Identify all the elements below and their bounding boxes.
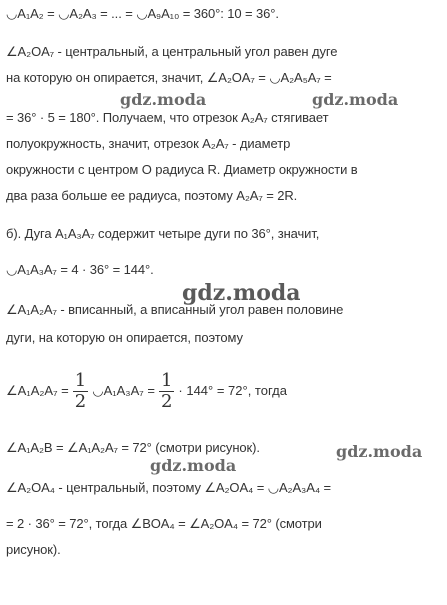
watermark: gdz.moda xyxy=(182,280,301,306)
text-line-5: полуокружность, значит, отрезок A₂A₇ - диаметр xyxy=(6,136,291,151)
text-line-13: ∠A₁A₂B = ∠A₁A₂A₇ = 72° (смотри рисунок). xyxy=(6,440,260,455)
text-line-3: на которую он опирается, значит, ∠A₂OA₇ = ◡A₂A₅A₇ = xyxy=(6,70,332,85)
text-line-11: дуги, на которую он опирается, поэтому xyxy=(6,330,243,345)
fraction-one-half xyxy=(73,371,88,412)
text-line-14: ∠A₂OA₄ - центральный, поэтому ∠A₂OA₄ = ◡A₂A₃A₄ = xyxy=(6,480,332,495)
fraction-one-half-second xyxy=(159,371,174,412)
watermark: gdz.moda xyxy=(336,442,423,461)
equation-lhs: ∠A₁A₂A₇ = xyxy=(6,383,69,398)
equation-rhs: · 144° = 72°, тогда xyxy=(178,383,287,398)
text-line-10: ∠A₁A₂A₇ - вписанный, а вписанный угол равен половине xyxy=(6,302,344,317)
text-line-15: = 2 · 36° = 72°, тогда ∠BOA₄ = ∠A₂OA₄ = 72° (смотри xyxy=(6,516,322,531)
fraction-numerator: 1 xyxy=(160,369,173,391)
text-line-9: ◡A₁A₃A₇ = 4 · 36° = 144°. xyxy=(6,262,154,277)
text-line-16: рисунок). xyxy=(6,542,61,557)
equation-middle: ◡A₁A₃A₇ = xyxy=(92,383,155,398)
fraction-numerator: 1 xyxy=(74,369,87,391)
fraction-denominator: 2 xyxy=(74,390,87,412)
watermark: gdz.moda xyxy=(312,90,399,109)
text-line-4: = 36° · 5 = 180°. Получаем, что отрезок A₂A₇ стягивает xyxy=(6,110,329,125)
watermark: gdz.moda xyxy=(120,90,207,109)
fraction-denominator: 2 xyxy=(160,390,173,412)
text-line-8: б). Дуга A₁A₃A₇ содержит четыре дуги по 36°, значит, xyxy=(6,226,320,241)
text-line-6: окружности с центром O радиуса R. Диаметр окружности в xyxy=(6,162,358,177)
text-line-2: ∠A₂OA₇ - центральный, а центральный угол равен дуге xyxy=(6,44,338,59)
text-line-1: ◡A₁A₂ = ◡A₂A₃ = ... = ◡A₉A₁₀ = 360°: 10 = 36°. xyxy=(6,6,279,21)
fraction-equation xyxy=(6,368,287,414)
watermark: gdz.moda xyxy=(150,456,237,475)
text-line-7: два раза больше ее радиуса, поэтому A₂A₇ = 2R. xyxy=(6,188,298,203)
